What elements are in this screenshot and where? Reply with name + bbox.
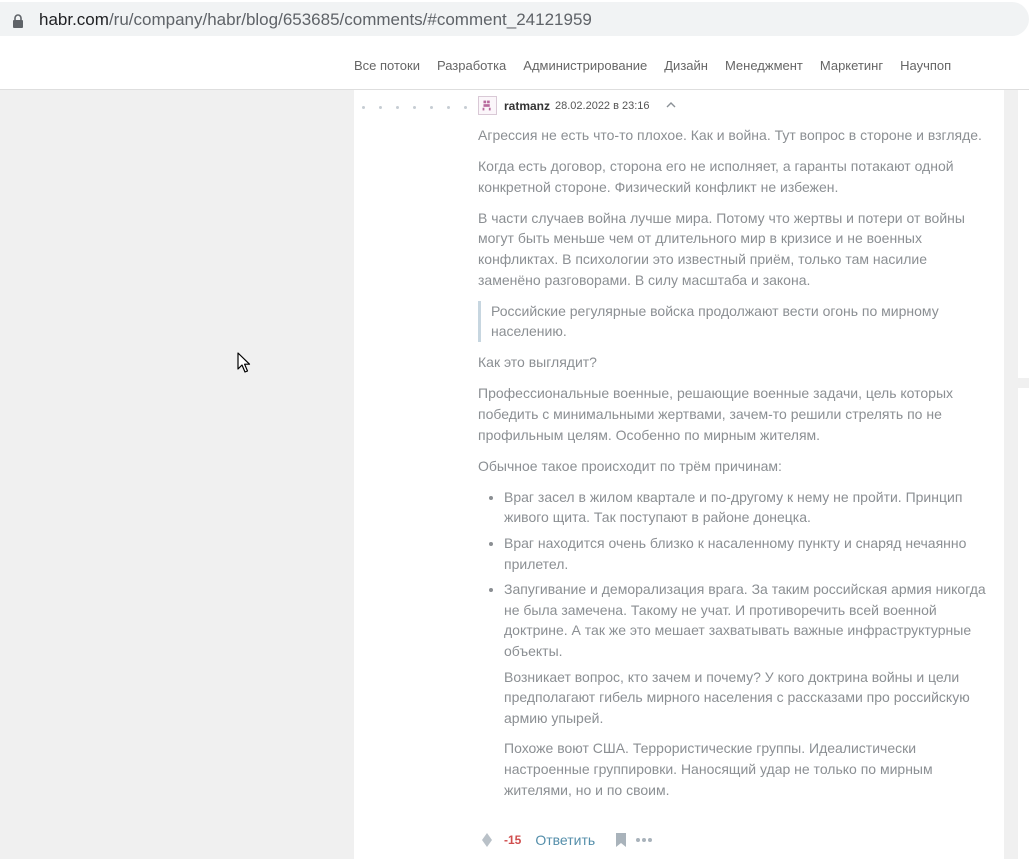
comment-paragraph: В части случаев война лучше мира. Потому что жертвы и потери от войны могут быть меньше чем от длительного мир в кризисе и не военных конфликтах. В психологии это известный приём, только там насилие заменёно разговорами. В силу масштаба и закона. bbox=[478, 209, 965, 288]
url-domain: habr.com bbox=[39, 10, 109, 29]
comment-footer bbox=[478, 830, 652, 850]
nav-link-administration[interactable]: Администрирование bbox=[523, 58, 648, 73]
list-continuation bbox=[478, 667, 992, 801]
nav-link-development[interactable]: Разработка bbox=[436, 58, 507, 73]
url-field[interactable] bbox=[0, 2, 1029, 36]
list-item: • Враг находится очень близко к насаленному пункту и снаряд нечаянно прилетел. bbox=[504, 533, 992, 574]
chevron-up-icon[interactable] bbox=[665, 100, 677, 110]
nav-links bbox=[354, 58, 968, 73]
bookmark-icon[interactable] bbox=[615, 833, 627, 847]
comment-paragraph: Как это выглядит? bbox=[478, 354, 597, 371]
depth-dot bbox=[447, 106, 450, 109]
site-top-nav bbox=[0, 38, 1029, 90]
comment-paragraph: Агрессия не есть что-то плохое. Как и война. Тут вопрос в стороне и взгляде. bbox=[478, 127, 982, 143]
depth-dot bbox=[379, 106, 382, 109]
comment-paragraph: Похоже воют США. Террористические группы. Идеалистически настроенные группировки. Наносящий удар не только по мирным жителями, но и по своим. bbox=[504, 740, 933, 798]
list-item: • Запугивание и деморализация врага. За таким российская армия никогда не была замечена. Такому не учат. И противоречить всей военной доктрине. А так же это мешает захватывать важные инфраструктурные объекты. bbox=[504, 579, 992, 661]
url-text[interactable] bbox=[39, 10, 592, 30]
comment-quote: Российские регулярные войска продолжают вести огонь по мирному населению. bbox=[478, 301, 992, 342]
sidebar-gap bbox=[1018, 378, 1029, 388]
comment-paragraph: Профессиональные военные, решающие военные задачи, цель которых победить с минимальными жертвами, зачем-то решили стрелять по не профильным целям. Особенно по мирным жителям. bbox=[478, 385, 954, 443]
mouse-cursor-icon bbox=[237, 352, 251, 374]
depth-dot bbox=[430, 106, 433, 109]
comment-paragraph: Обычное такое происходит по трём причинам: bbox=[478, 457, 782, 474]
comment-paragraph: Когда есть договор, сторона его не исполняет, а гаранты потакают одной конкретной стороне. Физический конфликт не избежен. bbox=[478, 158, 954, 195]
depth-dot bbox=[464, 106, 467, 109]
nav-link-all-streams[interactable]: Все потоки bbox=[354, 58, 420, 73]
browser-address-bar bbox=[0, 0, 1029, 38]
nav-link-popsci[interactable]: Научпоп bbox=[900, 58, 952, 73]
comment-paragraph: Возникает вопрос, кто зачем и почему? У кого доктрина войны и цели предполагают гибель мирного населения с рассказами про российскую армию упырей. bbox=[504, 668, 970, 726]
depth-dot bbox=[396, 106, 399, 109]
nav-link-management[interactable]: Менеджмент bbox=[724, 58, 803, 73]
more-icon[interactable] bbox=[636, 837, 652, 843]
depth-dot bbox=[362, 106, 365, 109]
comment-date[interactable]: 28.02.2022 в 23:16 bbox=[555, 100, 650, 112]
lock-icon[interactable] bbox=[12, 14, 24, 28]
comment-list bbox=[478, 487, 992, 662]
thread-depth-indicator bbox=[362, 104, 486, 110]
reply-button[interactable]: Ответить bbox=[535, 832, 596, 848]
karma-icon[interactable] bbox=[481, 833, 493, 847]
url-path: /ru/company/habr/blog/653685/comments/#comment_24121959 bbox=[108, 10, 592, 29]
comment-score: -15 bbox=[504, 833, 522, 847]
nav-link-design[interactable]: Дизайн bbox=[664, 58, 708, 73]
right-sidebar-edge bbox=[1018, 90, 1029, 859]
depth-dot bbox=[413, 106, 416, 109]
comment-author[interactable]: ratmanz bbox=[504, 99, 551, 113]
list-item: • Враг засел в жилом квартале и по-другому к нему не пройти. Принцип живого щита. Так поступают в районе донецка. bbox=[504, 487, 992, 528]
avatar-icon[interactable] bbox=[478, 96, 497, 115]
nav-link-marketing[interactable]: Маркетинг bbox=[819, 58, 884, 73]
comment-body bbox=[478, 125, 992, 810]
